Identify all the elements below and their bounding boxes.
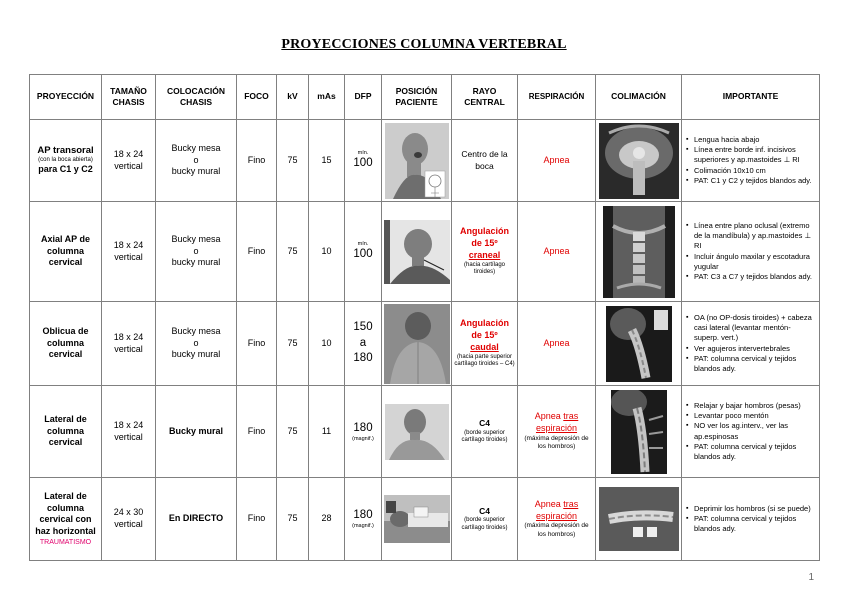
cell-posicion (382, 386, 452, 478)
dfp-value: 100 (353, 248, 373, 261)
list-item: ▪ Ver agujeros intervertebrales (694, 344, 817, 354)
cell-tamano (102, 386, 156, 478)
xray-image (603, 206, 675, 298)
ray-note: (borde superior cartílago tiroides) (461, 429, 508, 444)
ray-main: Centro de la boca (461, 149, 508, 171)
cell-proyeccion (30, 478, 102, 561)
ray-direction: caudal (470, 341, 499, 352)
colocacion-option-a: Bucky mesa (171, 142, 221, 153)
colocacion-option-b: bucky mural (171, 257, 221, 268)
ray-main: Angulación de 15º (460, 318, 509, 341)
proj-title: Lateral de columna cervical (44, 413, 87, 448)
list-item: ▪ NO ver los ag.interv., ver las ap.espinosas (694, 421, 817, 441)
cell-foco: Fino (237, 302, 277, 386)
resp-note: (máxima depresión de los hombros) (524, 522, 589, 538)
xray-image (611, 390, 667, 474)
list-item: ▪ Relajar y bajar hombros (pesas) (694, 401, 817, 411)
header-dfp: DFP (345, 75, 382, 120)
proj-note: (con la boca abierta) (38, 157, 93, 164)
dfp-value: 150 a 180 (353, 321, 373, 365)
xray-image (606, 306, 672, 382)
tamano-value: 18 x 24 (113, 419, 144, 430)
table-row (30, 202, 820, 302)
colocacion-or: o (193, 337, 199, 348)
cell-tamano (102, 478, 156, 561)
projections-table (29, 74, 820, 561)
list-item: ▪ Colimación 10x10 cm (694, 166, 817, 176)
dfp-prefix: mín. (357, 149, 369, 156)
importante-list (684, 221, 817, 282)
header-posicion: POSICIÓN PACIENTE (382, 75, 452, 120)
cell-respiracion (518, 202, 596, 302)
cell-tamano (102, 202, 156, 302)
resp-main: Apnea (543, 245, 570, 256)
tamano-orientation: vertical (114, 251, 143, 262)
proj-title: Axial AP de columna cervical (40, 233, 91, 268)
cell-colocacion (156, 478, 237, 561)
dfp-suffix: (magnif.) (352, 523, 374, 530)
header-proyeccion: PROYECCIÓN (30, 75, 102, 120)
tamano-orientation: vertical (114, 519, 143, 529)
tamano-value: 18 x 24 (113, 331, 144, 342)
resp-sub: tras espiración (535, 411, 579, 434)
cell-importante (682, 478, 820, 561)
cell-dfp (345, 386, 382, 478)
header-colocacion: COLOCACIÓN CHASIS (156, 75, 237, 120)
cell-foco: Fino (237, 120, 277, 202)
ray-note: (hacia cartílago tiroides) (463, 261, 506, 276)
cell-colocacion (156, 120, 237, 202)
ray-main: Angulación de 15º (460, 226, 509, 249)
cell-importante (682, 120, 820, 202)
list-item: ▪ PAT: columna cervical y tejidos blandos ady. (694, 442, 817, 462)
cell-mas: 28 (309, 478, 345, 561)
cell-mas: 10 (309, 202, 345, 302)
table-row (30, 302, 820, 386)
cell-colocacion (156, 302, 237, 386)
header-foco: FOCO (237, 75, 277, 120)
cell-dfp (345, 478, 382, 561)
cell-proyeccion (30, 202, 102, 302)
list-item: ▪ Deprimir los hombros (si se puede) (694, 504, 817, 514)
table-row (30, 120, 820, 202)
patient-position-photo (384, 304, 450, 384)
resp-main: Apnea (543, 337, 570, 348)
cell-colocacion (156, 202, 237, 302)
table-row (30, 386, 820, 478)
xray-image (599, 123, 679, 199)
header-kv: kV (277, 75, 309, 120)
cell-posicion (382, 120, 452, 202)
dfp-value: 180 (353, 509, 373, 522)
tamano-orientation: vertical (114, 343, 143, 354)
resp-main: Apnea (534, 411, 561, 422)
cell-colocacion (156, 386, 237, 478)
cell-colimacion (596, 478, 682, 561)
header-importante: IMPORTANTE (682, 75, 820, 120)
page-title: PROYECCIONES COLUMNA VERTEBRAL (281, 37, 567, 52)
header-colimacion: COLIMACIÓN (596, 75, 682, 120)
cell-kv: 75 (277, 120, 309, 202)
list-item: ▪ Levantar poco mentón (694, 411, 817, 421)
colocacion-option-a: En DIRECTO (168, 513, 224, 524)
cell-dfp (345, 202, 382, 302)
cell-mas: 10 (309, 302, 345, 386)
cell-rayo (452, 302, 518, 386)
importante-list (684, 504, 817, 534)
cell-proyeccion (30, 120, 102, 202)
cell-dfp (345, 302, 382, 386)
page-number: 1 (808, 572, 814, 583)
cell-rayo (452, 386, 518, 478)
patient-position-photo (384, 495, 450, 543)
xray-image (599, 487, 679, 551)
list-item: ▪ OA (no OP-dosis tiroides) + cabeza casi lateral (levantar mentón- superp. vert.) (694, 313, 817, 343)
colocacion-option-b: bucky mural (171, 166, 221, 177)
tamano-orientation: vertical (114, 160, 143, 171)
list-item: ▪ PAT: columna cervical y tejidos blandos ady. (694, 354, 817, 374)
cell-proyeccion (30, 386, 102, 478)
tamano-value: 18 x 24 (113, 148, 144, 159)
cell-colimacion (596, 302, 682, 386)
cell-respiracion (518, 302, 596, 386)
colocacion-option-b: bucky mural (171, 349, 221, 360)
table-row (30, 478, 820, 561)
patient-position-photo (384, 220, 450, 284)
patient-position-photo (385, 404, 449, 460)
cell-mas: 11 (309, 386, 345, 478)
header-respiracion: RESPIRACIÓN (518, 75, 596, 120)
dfp-value: 180 (353, 421, 373, 434)
cell-kv: 75 (277, 302, 309, 386)
colocacion-option-a: Bucky mesa (171, 233, 221, 244)
cell-colimacion (596, 202, 682, 302)
proj-title-extra: para C1 y C2 (38, 164, 93, 175)
cell-rayo (452, 478, 518, 561)
list-item: ▪ Lengua hacia abajo (694, 135, 817, 145)
cell-importante (682, 302, 820, 386)
cell-respiracion (518, 120, 596, 202)
resp-main: Apnea (534, 498, 561, 509)
cell-respiracion (518, 386, 596, 478)
colocacion-option-a: Bucky mesa (171, 325, 221, 336)
list-item: ▪ PAT: C1 y C2 y tejidos blandos ady. (694, 176, 817, 186)
ray-main: C4 (479, 418, 490, 429)
ray-direction: craneal (468, 249, 501, 260)
importante-list (684, 401, 817, 462)
cell-kv: 75 (277, 202, 309, 302)
header-mas: mAs (309, 75, 345, 120)
cell-foco: Fino (237, 202, 277, 302)
list-item: ▪ Línea entre borde inf. incisivos superiores y ap.mastoides ⊥ RI (694, 145, 817, 165)
patient-position-photo (385, 123, 449, 199)
cell-foco: Fino (237, 478, 277, 561)
tamano-value: 18 x 24 (113, 239, 144, 250)
proj-title: Oblicua de columna cervical (42, 325, 89, 360)
cell-colimacion (596, 120, 682, 202)
colocacion-option-a: Bucky mural (168, 425, 224, 436)
colocacion-or: o (193, 245, 199, 256)
cell-kv: 75 (277, 478, 309, 561)
tamano-orientation: vertical (114, 431, 143, 442)
cell-foco: Fino (237, 386, 277, 478)
cell-tamano (102, 302, 156, 386)
proj-title: AP transoral (37, 144, 94, 156)
tamano-value: 24 x 30 (113, 507, 144, 518)
resp-sub: tras espiración (535, 498, 579, 521)
cell-importante (682, 202, 820, 302)
resp-note: (máxima depresión de los hombros) (524, 434, 589, 451)
list-item: ▪ Línea entre plano oclusal (extremo de la mandíbula) y ap.mastoides ⊥ RI (694, 221, 817, 251)
cell-proyeccion (30, 302, 102, 386)
list-item: ▪ PAT: columna cervical y tejidos blandos ady. (694, 514, 817, 534)
ray-main: C4 (479, 505, 490, 516)
trauma-label: TRAUMATISMO (39, 538, 92, 546)
proj-title: Lateral de columna cervical con haz horizontal (35, 491, 96, 537)
cell-tamano (102, 120, 156, 202)
cell-kv: 75 (277, 386, 309, 478)
cell-posicion (382, 478, 452, 561)
dfp-suffix: (magnif.) (352, 435, 374, 442)
cell-mas: 15 (309, 120, 345, 202)
list-item: ▪ Incluir ángulo maxilar y escotadura yugular (694, 252, 817, 272)
header-rayo: RAYO CENTRAL (452, 75, 518, 120)
cell-posicion (382, 302, 452, 386)
cell-respiracion (518, 478, 596, 561)
ray-note: (borde superior cartílago tiroides) (461, 517, 508, 531)
dfp-value: 100 (353, 157, 373, 170)
colocacion-or: o (193, 154, 199, 165)
header-tamano: TAMAÑO CHASIS (102, 75, 156, 120)
importante-list (684, 135, 817, 186)
cell-rayo (452, 202, 518, 302)
cell-dfp (345, 120, 382, 202)
cell-importante (682, 386, 820, 478)
list-item: ▪ PAT: C3 a C7 y tejidos blandos ady. (694, 272, 817, 282)
dfp-prefix: mín. (357, 240, 369, 247)
header-row (30, 75, 820, 120)
cell-posicion (382, 202, 452, 302)
ray-note: (hacia parte superior cartílago tiroides – C4) (454, 353, 515, 368)
cell-colimacion (596, 386, 682, 478)
cell-rayo (452, 120, 518, 202)
resp-main: Apnea (543, 154, 570, 165)
importante-list (684, 313, 817, 374)
